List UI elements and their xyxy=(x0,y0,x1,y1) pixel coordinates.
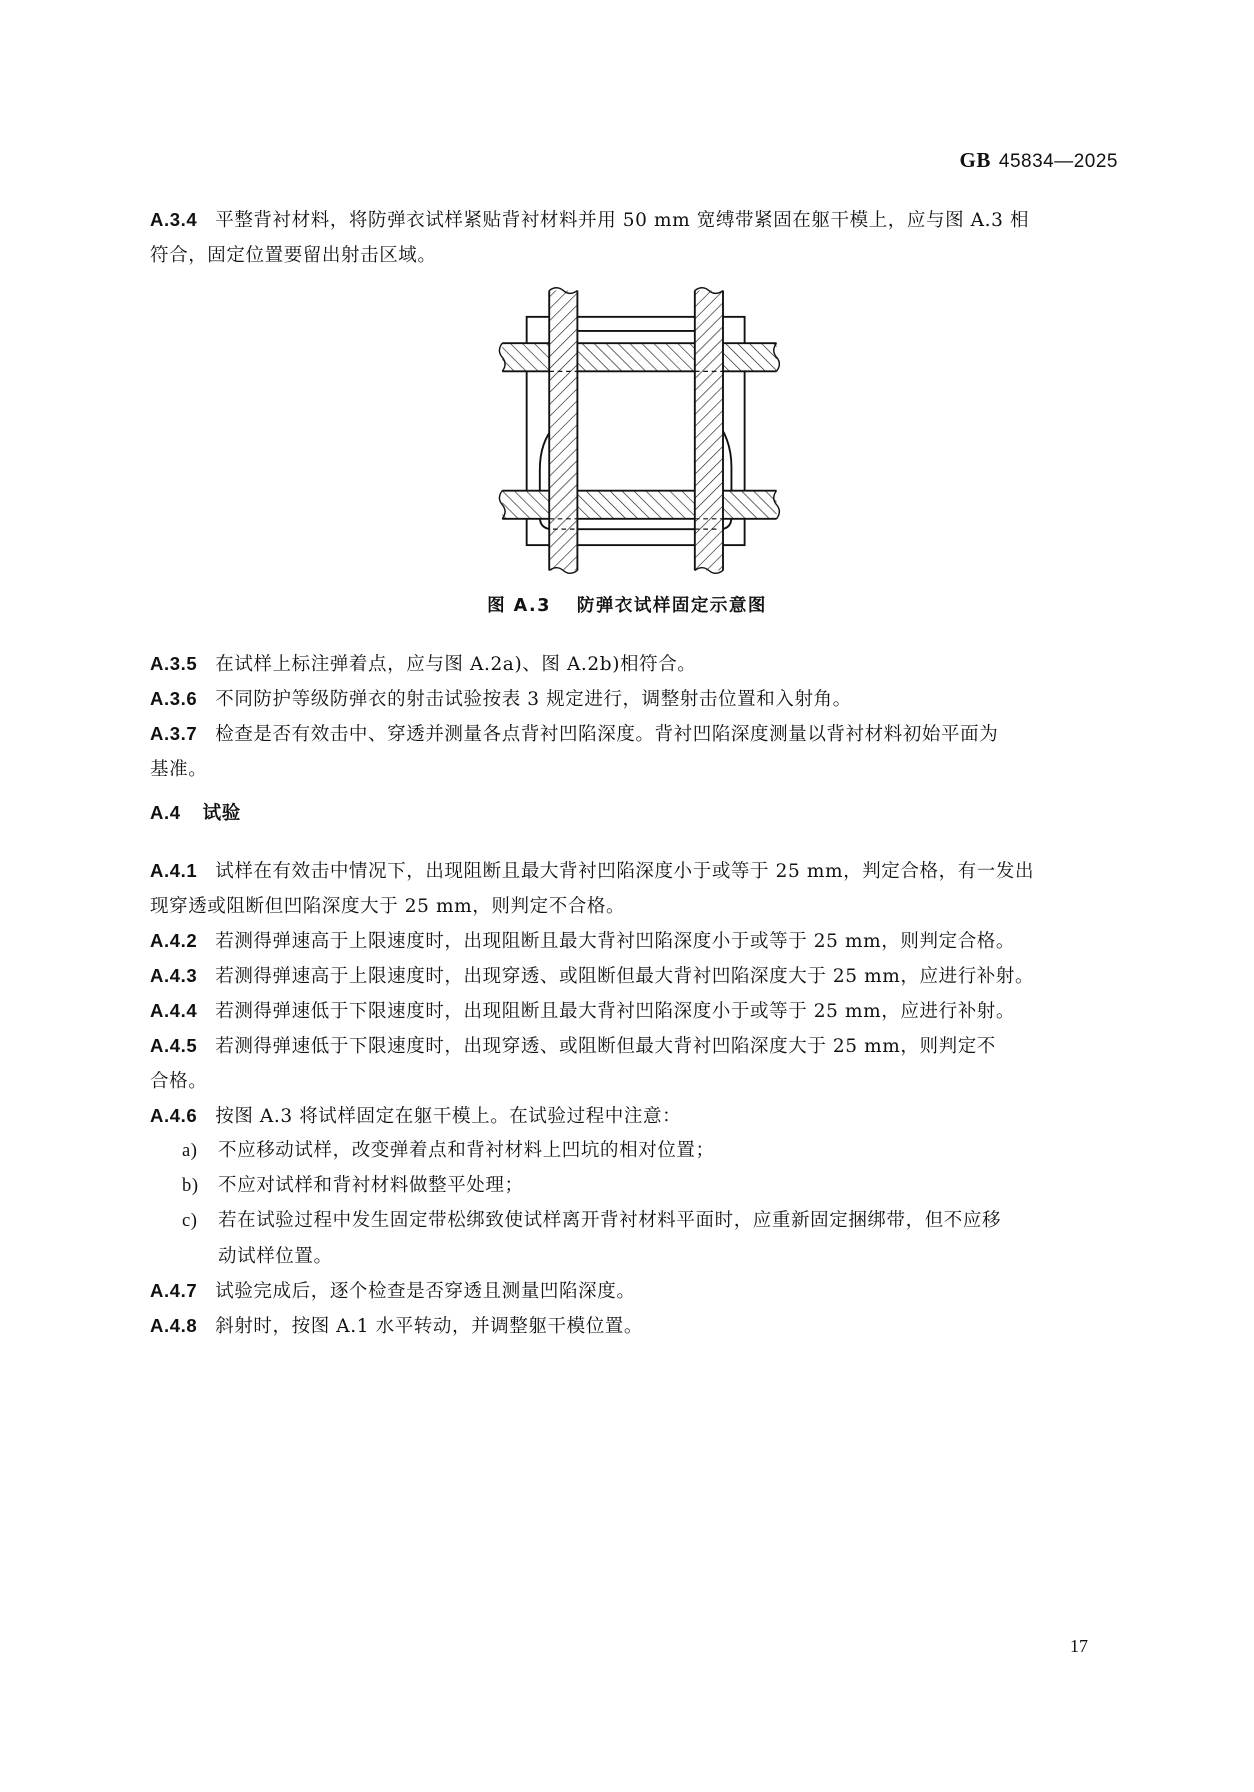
section-heading-a4 xyxy=(150,795,1118,831)
figure-number: 图 A.3 xyxy=(487,596,551,616)
list-text-cont: 动试样位置。 xyxy=(218,1246,333,1267)
figure-title: 防弹衣试样固定示意图 xyxy=(576,596,767,616)
clause-number: A.3.4 xyxy=(150,209,198,230)
clause-text-cont: 合格。 xyxy=(150,1071,208,1092)
clause-number: A.4.4 xyxy=(150,1000,198,1021)
vest-fixing-diagram-icon xyxy=(470,268,790,578)
clause-number: A.4.1 xyxy=(150,860,198,881)
clause-text-cont: 现穿透或阻断但凹陷深度大于 25 mm，则判定不合格。 xyxy=(150,896,626,917)
document-header xyxy=(960,148,1118,173)
clause-text: 斜射时，按图 A.1 水平转动，并调整躯干模位置。 xyxy=(215,1316,643,1337)
clause-a4-8 xyxy=(150,1308,1118,1344)
clause-text-cont: 符合，固定位置要留出射击区域。 xyxy=(150,245,437,266)
clause-a4-1 xyxy=(150,853,1118,924)
clause-a4-2 xyxy=(150,923,1118,959)
figure-caption xyxy=(0,592,1254,617)
clause-text-cont: 基准。 xyxy=(150,759,208,780)
clause-a3-5 xyxy=(150,646,1118,682)
clause-a4-5 xyxy=(150,1028,1118,1099)
clause-number: A.4.2 xyxy=(150,930,198,951)
clause-a4-7 xyxy=(150,1273,1118,1309)
clause-text: 若测得弹速低于下限速度时，出现穿透、或阻断但最大背衬凹陷深度大于 25 mm，则判定不 xyxy=(215,1036,996,1057)
clause-text: 平整背衬材料，将防弹衣试样紧贴背衬材料并用 50 mm 宽缚带紧固在躯干模上，应与图 A.3 相 xyxy=(215,210,1030,231)
list-text: 不应对试样和背衬材料做整平处理； xyxy=(218,1175,524,1196)
clause-number: A.4.6 xyxy=(150,1105,198,1126)
clause-text: 试样在有效击中情况下，出现阻断且最大背衬凹陷深度小于或等于 25 mm，判定合格，有一发出 xyxy=(215,861,1035,882)
clause-a3-7 xyxy=(150,716,1118,787)
clause-text: 在试样上标注弹着点，应与图 A.2a)、图 A.2b)相符合。 xyxy=(215,654,697,675)
section-title: 试验 xyxy=(202,803,241,824)
list-label: a) xyxy=(182,1141,198,1161)
section-number: A.4 xyxy=(150,802,181,823)
clause-a3-6 xyxy=(150,681,1118,717)
clause-a4-4 xyxy=(150,993,1118,1029)
clause-number: A.3.5 xyxy=(150,653,198,674)
clause-number: A.4.7 xyxy=(150,1280,198,1301)
list-text: 若在试验过程中发生固定带松绑致使试样离开背衬材料平面时，应重新固定捆绑带，但不应移 xyxy=(218,1210,1002,1231)
clause-text: 按图 A.3 将试样固定在躯干模上。在试验过程中注意： xyxy=(215,1106,682,1127)
clause-text: 不同防护等级防弹衣的射击试验按表 3 规定进行，调整射击位置和入射角。 xyxy=(215,689,852,710)
list-label: b) xyxy=(182,1176,199,1196)
clause-a4-3 xyxy=(150,958,1118,994)
clause-number: A.4.5 xyxy=(150,1035,198,1056)
clause-a4-6 xyxy=(150,1098,1118,1134)
list-item-a xyxy=(182,1133,1118,1169)
clause-number: A.3.6 xyxy=(150,688,198,709)
clause-number: A.4.3 xyxy=(150,965,198,986)
clause-number: A.4.8 xyxy=(150,1315,198,1336)
page-number: 17 xyxy=(1070,1636,1088,1656)
clause-number: A.3.7 xyxy=(150,723,198,744)
clause-text: 若测得弹速低于下限速度时，出现阻断且最大背衬凹陷深度小于或等于 25 mm，应进行补射。 xyxy=(215,1001,1016,1022)
list-text: 不应移动试样，改变弹着点和背衬材料上凹坑的相对位置； xyxy=(218,1140,715,1161)
clause-text: 若测得弹速高于上限速度时，出现穿透、或阻断但最大背衬凹陷深度大于 25 mm，应进行补射。 xyxy=(215,966,1035,987)
list-item-c xyxy=(182,1203,1118,1274)
clause-a3-4 xyxy=(150,202,1118,273)
clause-text: 检查是否有效击中、穿透并测量各点背衬凹陷深度。背衬凹陷深度测量以背衬材料初始平面为 xyxy=(215,724,999,745)
clause-text: 若测得弹速高于上限速度时，出现阻断且最大背衬凹陷深度小于或等于 25 mm，则判定合格。 xyxy=(215,931,1016,952)
clause-text: 试验完成后，逐个检查是否穿透且测量凹陷深度。 xyxy=(215,1281,636,1302)
standard-number: 45834—2025 xyxy=(998,151,1118,172)
list-item-b xyxy=(182,1168,1118,1204)
list-label: c) xyxy=(182,1211,198,1231)
standard-prefix: GB xyxy=(959,148,991,172)
